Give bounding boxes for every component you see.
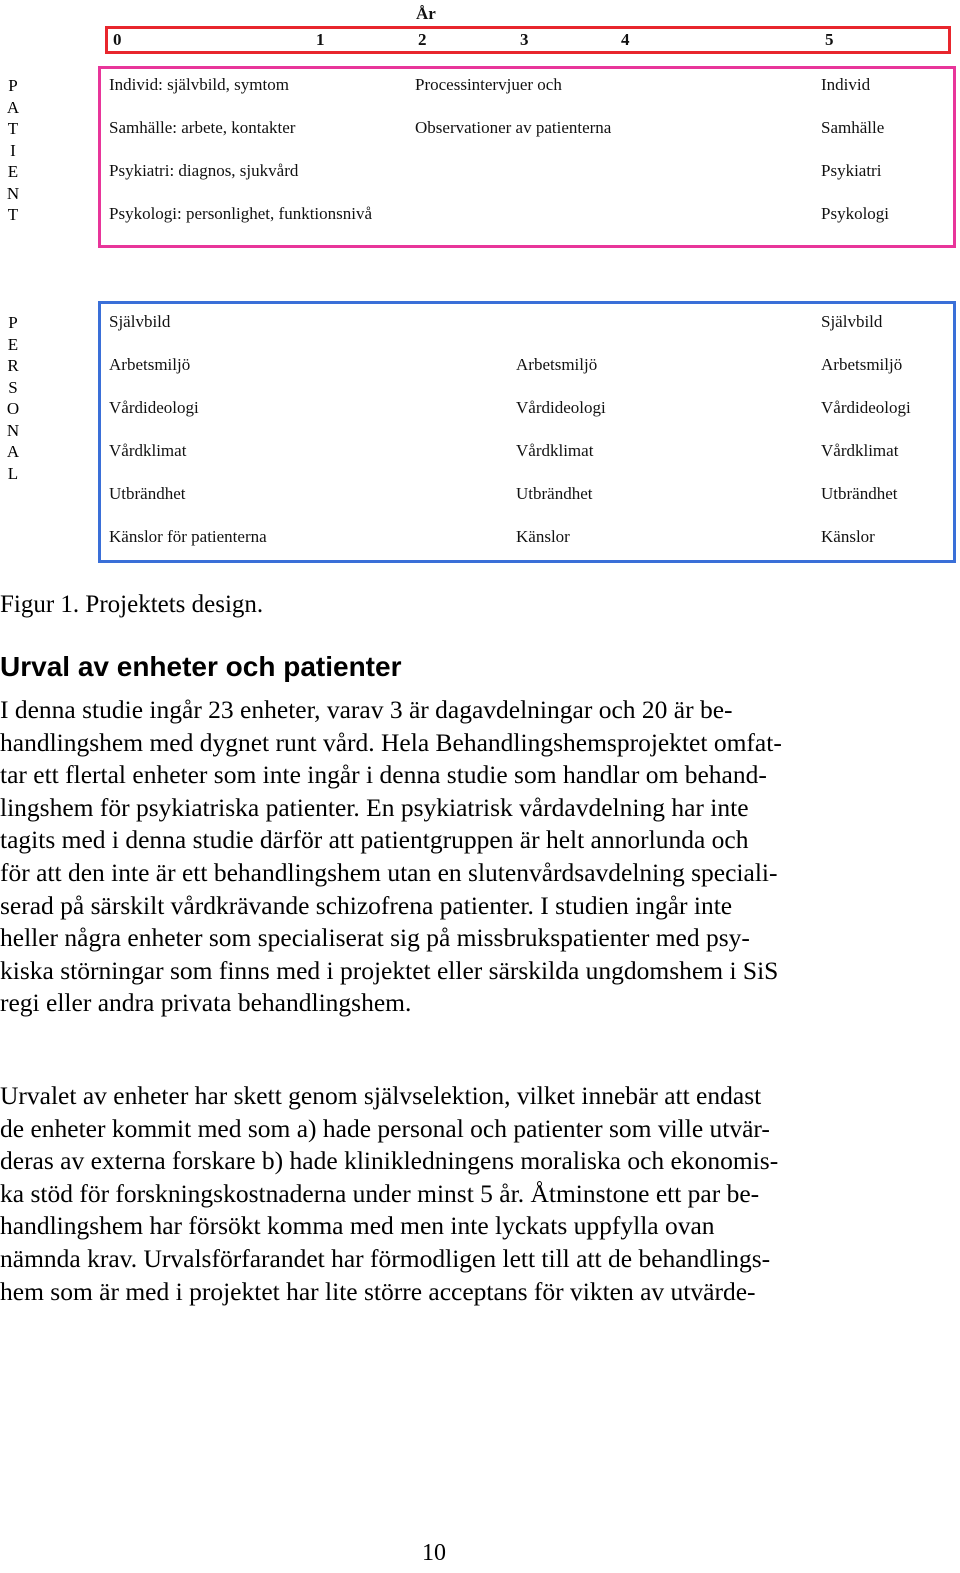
text-line: hem som är med i projektet har lite större acceptans för vikten av utvärde- <box>0 1276 756 1306</box>
text-line: I denna studie ingår 23 enheter, varav 3 är dagavdelningar och 20 är be- <box>0 695 733 724</box>
text-line: tagits med i denna studie därför att patientgruppen är helt annorlunda och <box>0 825 749 855</box>
patient-col2-item: Processintervjuer och <box>415 75 562 94</box>
personal-col1-item: Känslor för patienterna <box>109 527 267 546</box>
personal-col1-item: Vårdklimat <box>109 441 187 460</box>
year-2: 2 <box>418 30 427 49</box>
text-line: för att den inte är ett behandlingshem utan en slutenvårdsavdelning speciali- <box>0 857 778 887</box>
text-line: heller några enheter som specialiserat sig på missbrukspatienter med psy- <box>0 923 750 953</box>
text-line: de enheter kommit med som a) hade personal och patienter som ville utvär- <box>0 1113 770 1143</box>
personal-col2-item: Vårdklimat <box>516 441 594 460</box>
text-line: serad på särskilt vårdkrävande schizofrena patienter. I studien ingår inte <box>0 890 733 920</box>
personal-col3-item: Vårdideologi <box>821 398 911 417</box>
text-line: Urvalet av enheter har skett genom självselektion, vilket innebär att endast <box>0 1081 762 1110</box>
patient-side-label: P A T I E N T <box>6 76 20 224</box>
personal-col1-item: Arbetsmiljö <box>109 355 191 374</box>
personal-box <box>98 301 956 563</box>
personal-col3-item: Vårdklimat <box>821 441 899 460</box>
text-line: kiska störningar som finns med i projektet eller särskilda ungdomshem i SiS <box>0 955 779 985</box>
patient-col1-item: Individ: självbild, symtom <box>109 75 289 94</box>
page-number: 10 <box>422 1540 446 1566</box>
patient-col3-item: Individ <box>821 75 871 94</box>
text-line: regi eller andra privata behandlingshem. <box>0 988 412 1018</box>
personal-col2-item: Arbetsmiljö <box>516 355 598 374</box>
patient-col2-item: Observationer av patienterna <box>415 118 612 137</box>
text-line: handlingshem med dygnet runt vård. Hela Behandlingshemsprojektet omfat- <box>0 727 782 757</box>
personal-col3-item: Arbetsmiljö <box>821 355 903 374</box>
personal-col2-item: Utbrändhet <box>516 484 593 503</box>
text-line: ka stöd för forskningskostnaderna under minst 5 år. Åtminstone ett par be- <box>0 1178 760 1208</box>
patient-col1-item: Samhälle: arbete, kontakter <box>109 118 296 137</box>
personal-col1-item: Självbild <box>109 312 171 331</box>
text-line: nämnda krav. Urvalsförfarandet har förmodligen lett till att de behandlings- <box>0 1243 771 1273</box>
text-line: deras av externa forskare b) hade klinikledningens moraliska och ekonomis- <box>0 1146 779 1176</box>
text-line: handlingshem har försökt komma med men inte lyckats uppfylla ovan <box>0 1211 715 1241</box>
body-paragraph-2 <box>0 1080 900 1308</box>
personal-col1-item: Vårdideologi <box>109 398 199 417</box>
year-axis-label: År <box>416 4 436 23</box>
patient-col3-item: Samhälle <box>821 118 885 137</box>
patient-col3-item: Psykologi <box>821 204 890 223</box>
personal-side-label: P E R S O N A L <box>6 313 20 483</box>
patient-col1-item: Psykiatri: diagnos, sjukvård <box>109 161 299 180</box>
personal-col3-item: Känslor <box>821 527 875 546</box>
year-5: 5 <box>825 30 834 49</box>
personal-col1-item: Utbrändhet <box>109 484 186 503</box>
body-paragraph-1 <box>0 694 900 1020</box>
personal-col3-item: Självbild <box>821 312 883 331</box>
figure-caption: Figur 1. Projektets design. <box>0 591 264 618</box>
text-line: lingshem för psykiatriska patienter. En psykiatrisk vårdavdelning har inte <box>0 792 749 822</box>
personal-col3-item: Utbrändhet <box>821 484 898 503</box>
year-0: 0 <box>113 30 122 49</box>
section-heading: Urval av enheter och patienter <box>0 651 402 682</box>
personal-col2-item: Vårdideologi <box>516 398 606 417</box>
patient-col3-item: Psykiatri <box>821 161 882 180</box>
text-line: tar ett flertal enheter som inte ingår i denna studie som handlar om behand- <box>0 760 767 790</box>
personal-col2-item: Känslor <box>516 527 570 546</box>
patient-col1-item: Psykologi: personlighet, funktionsnivå <box>109 204 373 223</box>
year-3: 3 <box>520 30 529 49</box>
year-4: 4 <box>621 30 630 49</box>
year-1: 1 <box>316 30 325 49</box>
